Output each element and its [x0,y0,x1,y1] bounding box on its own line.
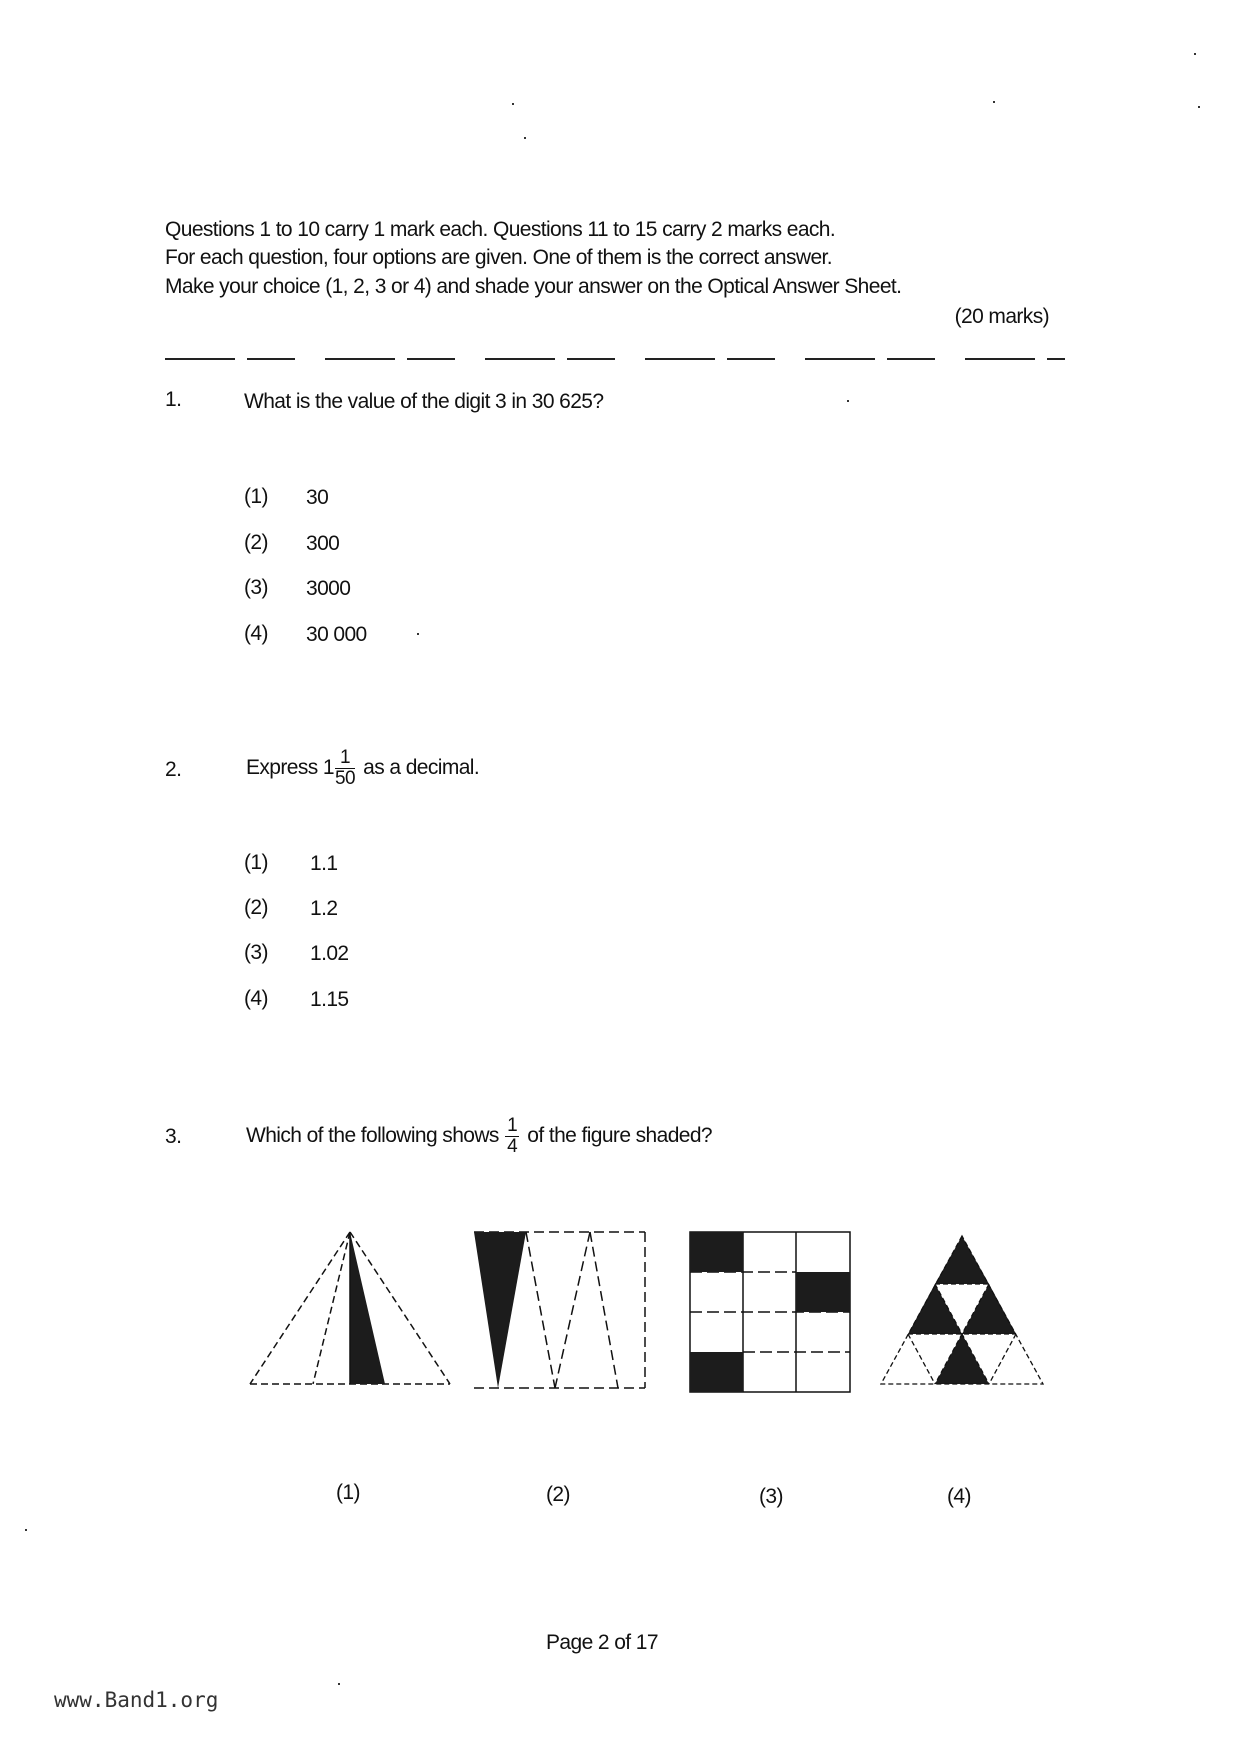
fraction-denominator: 4 [507,1135,518,1157]
question-2-text-before: Express 1 [246,756,334,779]
total-marks: (20 marks) [954,305,1049,328]
figure-label-2: (2) [546,1483,570,1506]
figure-label-1: (1) [336,1481,360,1504]
page-number: Page 2 of 17 [546,1631,658,1654]
instructions-line-2: For each question, four options are given. One of them is the correct answer. [165,246,833,269]
shaded-region [350,1232,385,1384]
question-1-number: 1. [165,388,182,411]
scan-speck [338,1683,340,1685]
question-3-text [246,1112,712,1160]
question-2-text-after: as a decimal. [363,756,480,779]
question-2-text [246,746,479,790]
figure-4-triangle [880,1228,1045,1398]
question-3-text-after: of the figure shaded? [527,1124,713,1147]
figure-2-rectangle [470,1228,655,1398]
scan-speck [1194,53,1196,55]
website-watermark: www.Band1.org [54,1688,219,1712]
scan-speck [417,633,419,635]
shaded-region [474,1232,526,1388]
option-value: 3000 [306,577,351,600]
question-1-text: What is the value of the digit 3 in 30 625? [244,390,604,413]
figure-3-grid [686,1228,856,1398]
shaded-region [796,1272,850,1312]
option-label: (2) [244,896,268,919]
option-value: 1.02 [310,942,349,965]
figure-label-4: (4) [947,1485,971,1508]
option-label: (3) [244,941,268,964]
option-value: 30 000 [306,623,367,646]
scan-speck [524,137,526,139]
option-value: 300 [306,532,340,555]
option-label: (1) [244,851,268,874]
fraction-denominator: 50 [334,767,355,789]
fraction-1-50 [335,748,355,789]
figure-label-3: (3) [759,1485,783,1508]
option-label: (1) [244,485,268,508]
scan-speck [993,101,995,103]
question-3-text-before: Which of the following shows [246,1124,499,1147]
fraction-numerator: 1 [335,748,355,769]
option-value: 1.2 [310,897,338,920]
option-label: (4) [244,622,268,645]
option-label: (4) [244,987,268,1010]
scan-speck [25,1529,27,1531]
instructions-line-3: Make your choice (1, 2, 3 or 4) and shade your answer on the Optical Answer Sheet. [165,275,902,298]
scan-speck [847,400,849,402]
option-value: 1.15 [310,988,349,1011]
question-2-number: 2. [165,758,182,781]
option-label: (3) [244,576,268,599]
figure-1-triangle [245,1228,455,1398]
fraction-1-4 [505,1116,519,1157]
shaded-region [690,1352,743,1392]
section-divider [165,358,1065,360]
scan-speck [512,103,514,105]
scan-speck [1198,106,1200,108]
option-value: 30 [306,486,329,509]
option-value: 1.1 [310,852,338,875]
shaded-region [908,1236,1016,1384]
fraction-numerator: 1 [507,1114,518,1136]
instructions-line-1: Questions 1 to 10 carry 1 mark each. Questions 11 to 15 carry 2 marks each. [165,218,836,241]
question-3-number: 3. [165,1125,182,1148]
option-label: (2) [244,531,268,554]
shaded-region [690,1232,743,1272]
